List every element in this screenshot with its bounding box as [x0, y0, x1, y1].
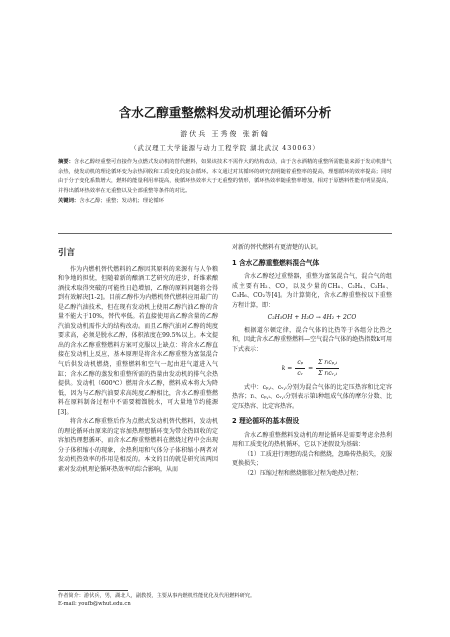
abstract — [58, 158, 392, 196]
left-column — [58, 243, 218, 475]
paragraph: 含水乙醇经过重整器，重整为富氢混合气，混合气的组成主要有H₂、CO，以及少量的CH₄、C₂H₄、C₂H₆、C₃H₆、CO₂等[4]。为计算简化，含水乙醇重整按以下重整方程计算，即： — [232, 273, 392, 309]
section-heading-intro: 引言 — [58, 248, 76, 258]
footnote — [58, 592, 392, 609]
fraction-denominator: Σ rᵢcᵥ,ᵢ — [318, 370, 338, 378]
equals-sign: = — [308, 364, 314, 372]
paper-title: 含水乙醇重整燃料发动机理论循环分析 — [118, 105, 332, 120]
paragraph: 根据道尔顿定律，混合气体的比热等于各组分比热之和，因此含水乙醇重整燃料—空气混合气体的绝热指数k可用下式表示： — [232, 326, 392, 353]
formula-lhs: k = — [281, 364, 293, 372]
fraction-sum — [316, 358, 339, 378]
list-item: （1）工质进行理想的混合和燃烧，忽略传热损失，克服更换损失； — [232, 450, 392, 468]
list-item: （2）压缩过程和燃烧膨胀过程为绝热过程； — [244, 469, 362, 477]
fraction-denominator: cᵥ — [297, 370, 304, 378]
paragraph: 对新的替代燃料有更清楚的认识。 — [232, 244, 323, 251]
fraction-numerator: Σ rᵢcₚ,ᵢ — [316, 358, 339, 369]
author-email: E-mail: youfb@whut.edu.cn — [58, 601, 131, 608]
keywords-label: 关键词： — [58, 198, 80, 204]
adiabatic-index-formula — [232, 358, 392, 378]
divider — [58, 233, 392, 234]
keywords — [58, 196, 392, 204]
paragraph: 作为内燃机替代燃料的乙醇因其原料的来源有与人争粮和争地的担忧，但随着新的酿酒工艺研究的进步，纤维素酿酒技术取得突破的可能性日趋增加，乙醇的原料问题将会得到有效解决[1-2]。目前乙醇作为内燃机替代燃料应用最广的是乙醇汽油技术，但在现有发动机上使用乙醇汽油乙醇的含量不能大于10%，替代率低。若直接使用高乙醇含量的乙醇汽油发动机需作大的结构改动。而且乙醇汽油对乙醇的纯度要求高，必须是脱水乙醇，体积浓度在99.5%以上。本文提出的含水乙醇重整燃料方案可克服以上缺点：将含水乙醇直接在发动机上反应，基本原理是将含水乙醇重整为富氢混合气后供发动机燃烧，重整燃料和空气一起由进气道进入气缸；含水乙醇的蒸发和重整所需的热量由发动机的排气余热提供。发动机（600℃）燃用含水乙醇，燃料成本将大为降低，因为与乙醇汽油要求高纯度乙醇相比，含水乙醇重整燃料在原料制备过程中不需要精馏脱水，可大量地节约能源[3]。 — [58, 265, 218, 416]
fraction-numerator: cₚ — [295, 358, 305, 369]
section-heading-2: 2 理论循环的基本假设 — [232, 417, 300, 426]
author-bio: 作者简介：游伏兵，男，湖北人，副教授，主要从事内燃机性能优化及代用燃料研究。 — [58, 593, 256, 599]
footnote-divider — [58, 590, 128, 591]
paragraph: 含水乙醇重整燃料发动机的理论循环是需要考虑余热利用和工质变化的热机循环，它以下述假设为基础： — [232, 431, 392, 449]
fraction-cp-cv — [295, 358, 305, 378]
abstract-label: 摘要： — [58, 159, 74, 165]
reforming-equation: C₂H₅OH + H₂O → 4H₂ + 2CO — [267, 314, 357, 322]
section-heading-1: 1 含水乙醇重整燃料混合气体 — [232, 258, 320, 267]
right-column — [232, 243, 392, 478]
affiliation: （武汉理工大学能源与动力工程学院 湖北武汉 430063） — [130, 145, 320, 152]
author-list: 游伏兵 王秀俊 张新翰 — [180, 130, 270, 138]
paragraph: 将含水乙醇重整后作为点燃式发动机替代燃料，发动机的理论循环由原来的定容加热理想循环变为带余热回收的定容加热理想循环，而含水乙醇重整燃料在燃烧过程中会出现分子体积缩小的现象，余热利用和气体分子体积缩小两者对发动机热效率的作用是相反的。本文的目的就是研究该两因素对发动机理论循环热效率的综合影响，从而 — [58, 418, 218, 474]
paragraph: 式中：cₚ,ᵢ、cᵥ,ᵢ分别为混合气体的比定压热容和比定容热容；rᵢ、cₚ,ᵢ、cᵥ,ᵢ分别表示第i种组成气体的摩尔分数、比定压热容、比定容热容。 — [232, 383, 392, 410]
keywords-text: 含水乙醇；重整；发动机；理论循环 — [79, 198, 164, 204]
abstract-text: 含水乙醇经重整可直接作为点燃式发动机的替代燃料，如果该技术不需作大的结构改动，由于含水酒精的重整所需能量来源于发动机排气余热，使发动机的理论循环变为余热回收和工质变化的复杂循环。本文通过对其循环的研究表明随着重整率的提高，理想循环的效率提高；同时由于分子变化系数增大，燃料的能量利用率提高，使循环热效率大于无重整的情形，循环热效率随重整率增加，相对于原燃料性能有明显提高，并得出循环热效率在无重整以及全部重整等条件的对比。 — [58, 159, 392, 194]
